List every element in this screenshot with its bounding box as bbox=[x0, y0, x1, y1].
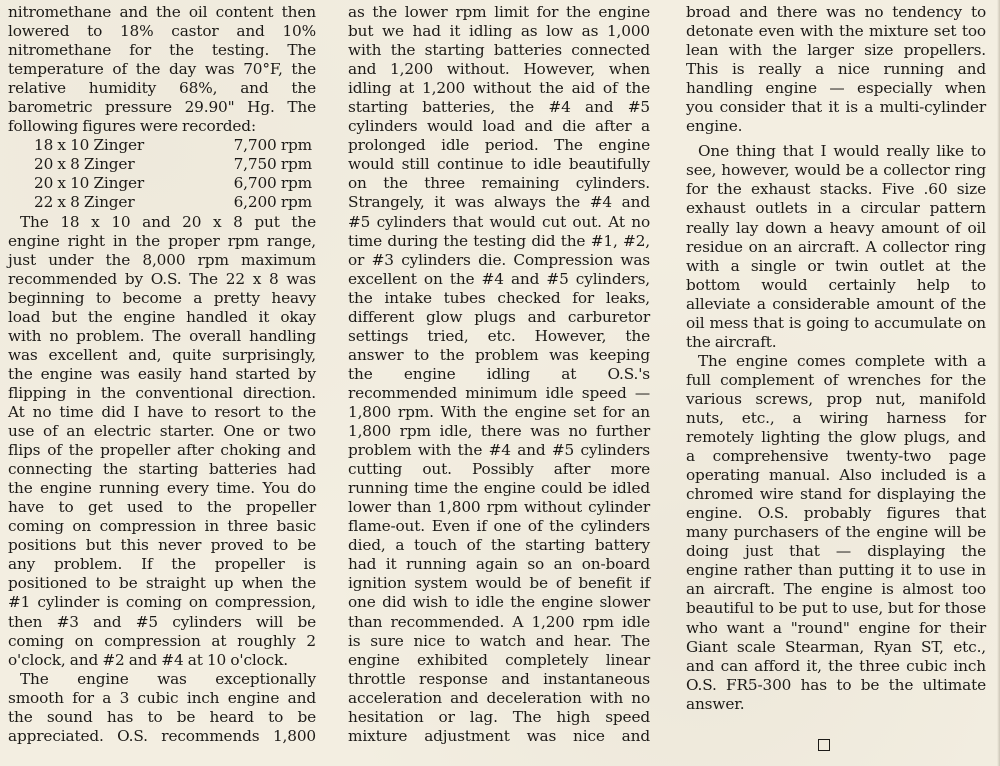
text-line: ignition system would be of benefit if bbox=[348, 574, 650, 593]
text-line: engine right in the proper rpm range, bbox=[8, 231, 316, 250]
text-column-3 bbox=[686, 3, 986, 714]
text-line: At no time did I have to resort to the bbox=[8, 402, 316, 421]
text-line: Strangely, it was always the #4 and bbox=[348, 193, 650, 212]
text-line: who want a "round" engine for their bbox=[686, 618, 986, 637]
text-line: lower than 1,800 rpm without cylinder bbox=[348, 498, 650, 517]
text-line: recommended minimum idle speed — bbox=[348, 383, 650, 402]
text-line: chromed wire stand for displaying the bbox=[686, 485, 986, 504]
text-line: doing just that — displaying the bbox=[686, 542, 986, 561]
text-line: have to get used to the propeller bbox=[8, 498, 316, 517]
text-line: then #3 and #5 cylinders will be bbox=[8, 612, 316, 631]
text-line: handling engine — especially when bbox=[686, 79, 986, 98]
text-line: lean with the larger size propellers. bbox=[686, 41, 986, 60]
text-line: The engine comes complete with a bbox=[698, 351, 986, 370]
text-line: coming on compression in three basic bbox=[8, 517, 316, 536]
text-line: had it running again so an on-board bbox=[348, 555, 650, 574]
paragraph-mixture bbox=[686, 3, 986, 136]
text-line: and can afford it, the three cubic inch bbox=[686, 656, 986, 675]
text-line: or #3 cylinders die. Compression was bbox=[348, 250, 650, 269]
text-line: cutting out. Possibly after more bbox=[348, 460, 650, 479]
text-line: recommended by O.S. The 22 x 8 was bbox=[8, 269, 316, 288]
text-line: remotely lighting the glow plugs, and bbox=[686, 428, 986, 447]
text-line: bottom would certainly help to bbox=[686, 275, 986, 294]
text-line: different glow plugs and carburetor bbox=[348, 307, 650, 326]
text-line: hesitation or lag. The high speed bbox=[348, 707, 650, 726]
text-line: O.S. FR5-300 has to be the ultimate bbox=[686, 675, 986, 694]
text-line: settings tried, etc. However, the bbox=[348, 326, 650, 345]
text-line: residue on an aircraft. A collector ring bbox=[686, 237, 986, 256]
text-line: One thing that I would really like to bbox=[698, 142, 986, 161]
text-line: problem with the #4 and #5 cylinders bbox=[348, 441, 650, 460]
text-line: flipping in the conventional direction. bbox=[8, 383, 316, 402]
paragraph-results bbox=[8, 213, 316, 670]
text-line: flame-out. Even if one of the cylinders bbox=[348, 517, 650, 536]
text-line: the engine running every time. You do bbox=[8, 479, 316, 498]
text-line: acceleration and deceleration with no bbox=[348, 688, 650, 707]
text-line: the engine was easily hand started by bbox=[8, 364, 316, 383]
text-line: nitromethane for the testing. The bbox=[8, 41, 316, 60]
text-line: exhaust outlets in a circular pattern bbox=[686, 199, 986, 218]
text-line: see, however, would be a collector ring bbox=[686, 161, 986, 180]
end-of-article-box-icon bbox=[818, 739, 830, 751]
propeller-size: 20 x 10 Zinger bbox=[34, 174, 145, 193]
text-line: The 18 x 10 and 20 x 8 put the bbox=[20, 212, 316, 231]
text-line: engine exhibited completely linear bbox=[348, 650, 650, 669]
text-line: answer to the problem was keeping bbox=[348, 345, 650, 364]
table-row bbox=[8, 155, 316, 174]
text-line: starting batteries, the #4 and #5 bbox=[348, 98, 650, 117]
text-line: o'clock, and #2 and #4 at 10 o'clock. bbox=[8, 650, 288, 669]
text-line: mixture adjustment was nice and bbox=[348, 726, 650, 745]
text-line: for the exhaust stacks. Five .60 size bbox=[686, 180, 986, 199]
table-row bbox=[8, 174, 316, 193]
table-row bbox=[8, 193, 316, 212]
text-line: operating manual. Also included is a bbox=[686, 466, 986, 485]
text-line: temperature of the day was 70°F, the bbox=[8, 60, 316, 79]
text-line: throttle response and instantaneous bbox=[348, 669, 650, 688]
text-line: coming on compression at roughly 2 bbox=[8, 631, 316, 650]
text-line: and 1,200 without. However, when bbox=[348, 60, 650, 79]
text-line: just under the 8,000 rpm maximum bbox=[8, 250, 316, 269]
text-column-1 bbox=[8, 3, 316, 746]
text-line: engine. bbox=[686, 117, 743, 136]
text-line: any problem. If the propeller is bbox=[8, 555, 316, 574]
text-line: idling at 1,200 without the aid of the bbox=[348, 79, 650, 98]
text-line: excellent on the #4 and #5 cylinders, bbox=[348, 269, 650, 288]
text-line: the aircraft. bbox=[686, 332, 777, 351]
text-line: #5 cylinders that would cut out. At no bbox=[348, 212, 650, 231]
text-line: with no problem. The overall handling bbox=[8, 326, 316, 345]
text-line: the engine idling at O.S.'s bbox=[348, 364, 650, 383]
text-line: than recommended. A 1,200 rpm idle bbox=[348, 612, 650, 631]
text-line: 1,800 rpm idle, there was no further bbox=[348, 422, 650, 441]
text-line: a comprehensive twenty-two page bbox=[686, 447, 986, 466]
paragraph-collector-ring bbox=[686, 142, 986, 352]
text-line: 1,800 rpm. With the engine set for an bbox=[348, 402, 650, 421]
text-line: following figures were recorded: bbox=[8, 117, 256, 136]
text-line: answer. bbox=[686, 694, 745, 713]
text-line: smooth for a 3 cubic inch engine and bbox=[8, 688, 316, 707]
text-line: with a single or twin outlet at the bbox=[686, 256, 986, 275]
text-line: #1 cylinder is coming on compression, bbox=[8, 593, 316, 612]
text-line: flips of the propeller after choking and bbox=[8, 441, 316, 460]
text-line: on the three remaining cylinders. bbox=[348, 174, 650, 193]
text-line: appreciated. O.S. recommends 1,800 bbox=[8, 726, 316, 745]
paragraph-smoothness bbox=[8, 670, 316, 746]
text-line: one did wish to idle the engine slower bbox=[348, 593, 650, 612]
text-line: you consider that it is a multi-cylinder bbox=[686, 98, 986, 117]
text-line: nitromethane and the oil content then bbox=[8, 3, 316, 21]
text-line: lowered to 18% castor and 10% bbox=[8, 22, 316, 41]
text-line: many purchasers of the engine will be bbox=[686, 523, 986, 542]
paragraph-accessories bbox=[686, 352, 986, 714]
text-line: use of an electric starter. One or two bbox=[8, 422, 316, 441]
text-line: various screws, prop nut, manifold bbox=[686, 389, 986, 408]
text-line: running time the engine could be idled bbox=[348, 479, 650, 498]
text-line: beautiful to be put to use, but for those bbox=[686, 599, 986, 618]
text-line: cylinders would load and die after a bbox=[348, 117, 650, 136]
text-line: died, a touch of the starting battery bbox=[348, 536, 650, 555]
propeller-size: 20 x 8 Zinger bbox=[34, 155, 135, 174]
text-line: positions but this never proved to be bbox=[8, 536, 316, 555]
text-line: detonate even with the mixture set too bbox=[686, 22, 986, 41]
text-line: The engine was exceptionally bbox=[20, 669, 316, 688]
text-line: nuts, etc., a wiring harness for bbox=[686, 408, 986, 427]
text-line: positioned to be straight up when the bbox=[8, 574, 316, 593]
text-line: time during the testing did the #1, #2, bbox=[348, 231, 650, 250]
text-line: beginning to become a pretty heavy bbox=[8, 288, 316, 307]
text-line: connecting the starting batteries had bbox=[8, 460, 316, 479]
paragraph-test-conditions bbox=[8, 3, 316, 136]
text-line: really lay down a heavy amount of oil bbox=[686, 218, 986, 237]
text-line: alleviate a considerable amount of the bbox=[686, 294, 986, 313]
rpm-results-table bbox=[8, 136, 316, 212]
text-line: is sure nice to watch and hear. The bbox=[348, 631, 650, 650]
text-line: with the starting batteries connected bbox=[348, 41, 650, 60]
text-line: engine. O.S. probably figures that bbox=[686, 504, 986, 523]
text-line: relative humidity 68%, and the bbox=[8, 79, 316, 98]
text-column-2 bbox=[348, 3, 650, 746]
rpm-value: 6,200 rpm bbox=[233, 193, 312, 212]
text-line: barometric pressure 29.90" Hg. The bbox=[8, 98, 316, 117]
text-line: the sound has to be heard to be bbox=[8, 707, 316, 726]
text-line: was excellent and, quite surprisingly, bbox=[8, 345, 316, 364]
text-line: broad and there was no tendency to bbox=[686, 3, 986, 21]
text-line: load but the engine handled it okay bbox=[8, 307, 316, 326]
text-line: but we had it idling as low as 1,000 bbox=[348, 22, 650, 41]
text-line: prolonged idle period. The engine bbox=[348, 136, 650, 155]
text-line: would still continue to idle beautifully bbox=[348, 155, 650, 174]
text-line: full complement of wrenches for the bbox=[686, 370, 986, 389]
text-line: an aircraft. The engine is almost too bbox=[686, 580, 986, 599]
rpm-value: 6,700 rpm bbox=[233, 174, 312, 193]
propeller-size: 22 x 8 Zinger bbox=[34, 193, 135, 212]
table-row bbox=[8, 136, 316, 155]
rpm-value: 7,750 rpm bbox=[233, 155, 312, 174]
text-line: as the lower rpm limit for the engine bbox=[348, 3, 650, 21]
text-line: Giant scale Stearman, Ryan ST, etc., bbox=[686, 637, 986, 656]
text-line: oil mess that is going to accumulate on bbox=[686, 313, 986, 332]
text-line: This is really a nice running and bbox=[686, 60, 986, 79]
text-line: the intake tubes checked for leaks, bbox=[348, 288, 650, 307]
propeller-size: 18 x 10 Zinger bbox=[34, 136, 145, 155]
text-line: engine rather than putting it to use in bbox=[686, 561, 986, 580]
rpm-value: 7,700 rpm bbox=[233, 136, 312, 155]
